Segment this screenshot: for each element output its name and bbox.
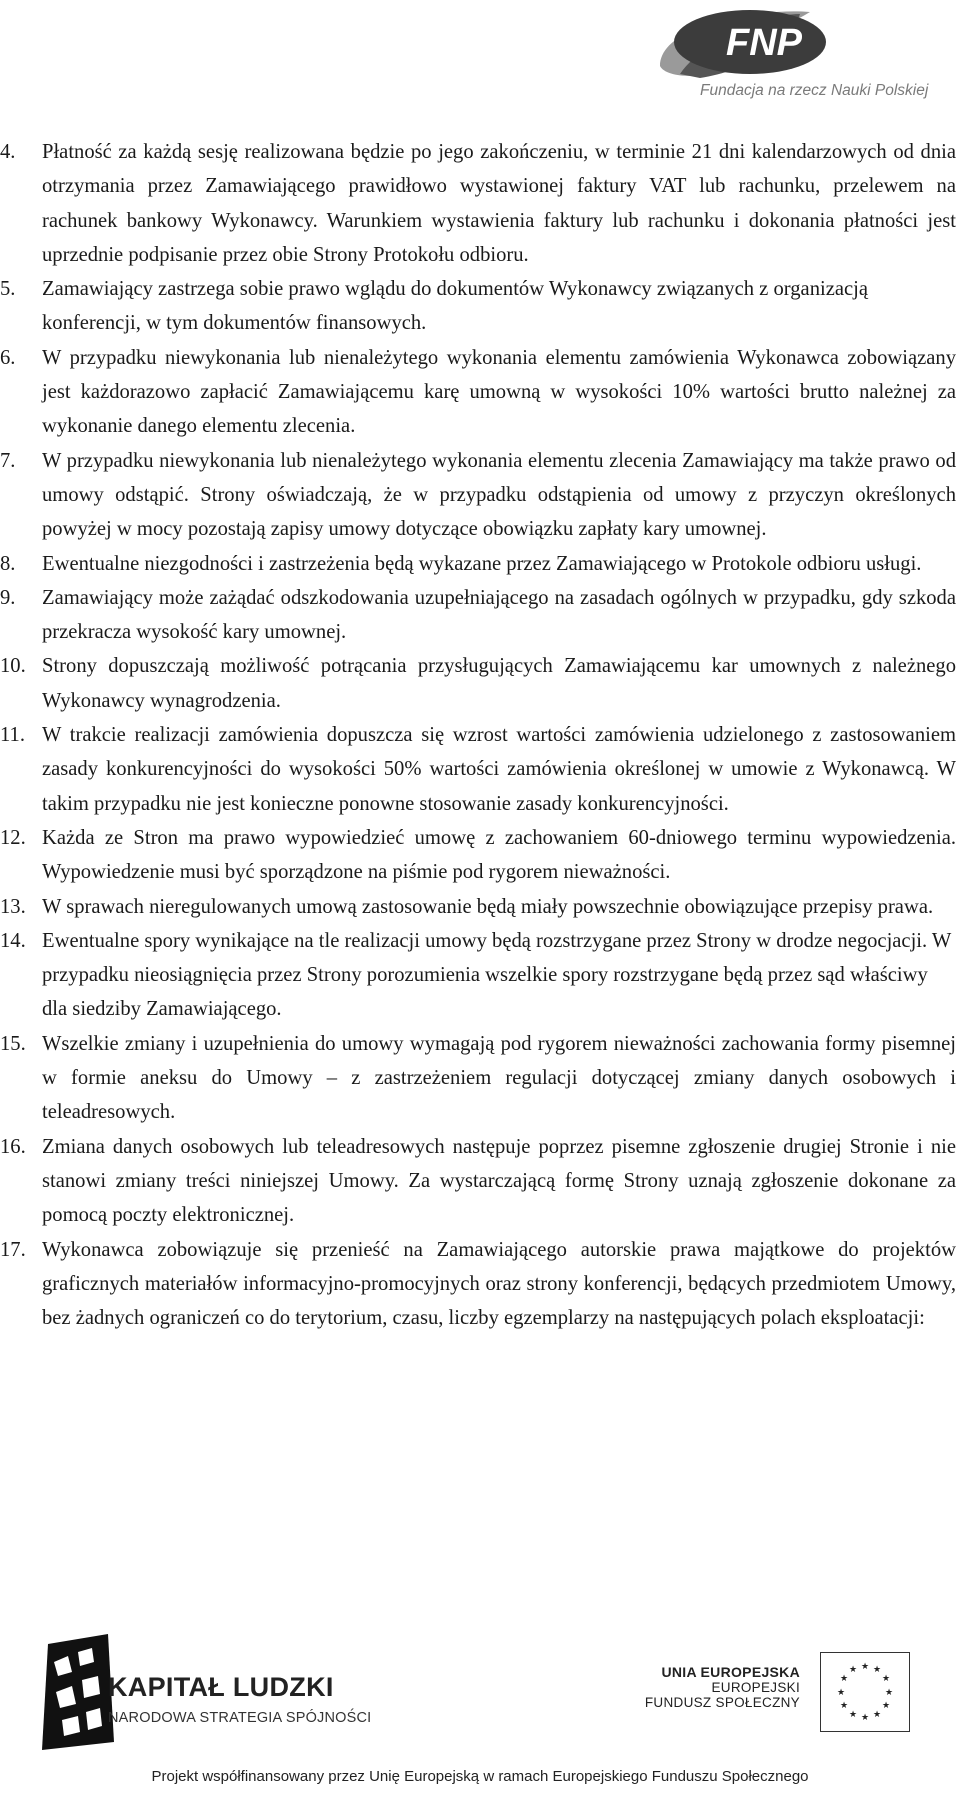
fnp-logo xyxy=(640,4,960,108)
item-number: 11. xyxy=(0,724,25,747)
item-text: Strony dopuszczają możliwość potrącania przysługujących Zamawiającemu kar umownych z należnego Wykonawcy wynagrodzenia. xyxy=(42,655,956,712)
item-number: 14. xyxy=(0,929,26,952)
list-item xyxy=(0,890,956,924)
footer-cofinancing-note: Projekt współfinansowany przez Unię Europejską w ramach Europejskiego Funduszu Społecznego xyxy=(151,1768,809,1785)
item-number: 15. xyxy=(0,1032,26,1055)
list-item xyxy=(0,1233,956,1336)
svg-text:★: ★ xyxy=(872,1665,882,1675)
svg-text:★: ★ xyxy=(860,1713,870,1723)
item-text: W sprawach nieregulowanych umową zastosowanie będą miały powszechnie obowiązujące przepisy prawa. xyxy=(42,895,934,918)
list-item xyxy=(0,718,956,821)
item-number: 16. xyxy=(0,1135,26,1158)
item-text: Wykonawca zobowiązuje się przenieść na Zamawiającego autorskie prawa majątkowe do projektów graficznych materiałów informacyjno-promocyjnych oraz strony konferencji, będących przedmiotem Umowy, bez żadnych ograniczeń co do terytorium, czasu, liczby egzemplarzy na następujących polach eksploatacji: xyxy=(42,1238,956,1330)
kapital-ludzki-subtitle: NARODOWA STRATEGIA SPÓJNOŚCI xyxy=(108,1710,372,1726)
item-number: 12. xyxy=(0,826,26,849)
svg-text:★: ★ xyxy=(839,1674,849,1684)
item-text: Zamawiający zastrzega sobie prawo wglądu do dokumentów Wykonawcy związanych z organizacją konferencji, w tym dokumentów finansowych. xyxy=(42,278,868,335)
kapital-ludzki-title: KAPITAŁ LUDZKI xyxy=(108,1672,334,1702)
item-text: Ewentualne niezgodności i zastrzeżenia będą wykazane przez Zamawiającego w Protokole odbioru usługi. xyxy=(42,552,922,575)
item-text: W trakcie realizacji zamówienia dopuszcza się wzrost wartości zamówienia udzielonego z zastosowaniem zasady konkurencyjności do wysokości 50% wartości zamówienia określonej w umowie z Wykonawcą. W takim przypadku nie jest konieczne ponowne stosowanie zasady konkurencyjności. xyxy=(42,724,956,815)
eu-flag-icon xyxy=(820,1652,910,1732)
item-text: W przypadku niewykonania lub nienależytego wykonania elementu zlecenia Zamawiający ma także prawo od umowy odstąpić. Strony oświadczają, że w przypadku odstąpienia od umowy z przyczyn określonych powyżej w mocy pozostają zapisy umowy dotyczące obowiązku zapłaty kary umownej. xyxy=(42,449,956,541)
kapital-ludzki-logo-icon xyxy=(38,1632,118,1752)
fnp-logo-subtitle: Fundacja na rzecz Nauki Polskiej xyxy=(700,82,929,99)
list-item xyxy=(0,341,956,444)
list-item xyxy=(0,547,956,581)
item-number: 5. xyxy=(0,278,16,301)
list-item xyxy=(0,135,956,272)
item-number: 13. xyxy=(0,895,26,918)
item-text: Zmiana danych osobowych lub teleadresowych następuje poprzez pisemne zgłoszenie drugiej Stronie i nie stanowi zmiany treści niniejszej Umowy. Za wystarczającą formę Strony uznają zgłoszenie dokonane za pomocą poczty elektronicznej. xyxy=(42,1135,956,1227)
svg-text:★: ★ xyxy=(884,1688,894,1698)
item-text: Zamawiający może zażądać odszkodowania uzupełniającego na zasadach ogólnych w przypadku, gdy szkoda przekracza wysokość kary umownej. xyxy=(42,586,956,644)
eu-line-2: EUROPEJSKI xyxy=(711,1680,800,1695)
list-item xyxy=(0,1027,956,1130)
item-text: Ewentualne spory wynikające na tle realizacji umowy będą rozstrzygane przez Strony w drodze negocjacji. W przypadku nieosiągnięcia przez Strony porozumienia wszelkie spory rozstrzygane będą przez sąd właściwy dla siedziby Zamawiającego. xyxy=(42,929,952,1021)
item-text: W przypadku niewykonania lub nienależytego wykonania elementu zamówienia Wykonawca zobowiązany jest każdorazowo zapłacić Zamawiającemu karę umowną w wysokości 10% wartości brutto należnej za wykonanie danego elementu zlecenia. xyxy=(42,346,956,438)
list-item xyxy=(0,272,956,341)
item-number: 7. xyxy=(0,449,16,472)
fnp-logo-text: FNP xyxy=(726,22,802,64)
svg-text:★: ★ xyxy=(848,1710,858,1720)
svg-text:★: ★ xyxy=(860,1662,870,1672)
item-number: 10. xyxy=(0,655,26,678)
item-number: 4. xyxy=(0,141,16,163)
item-text: Każda ze Stron ma prawo wypowiedzieć umowę z zachowaniem 60-dniowego terminu wypowiedzenia. Wypowiedzenie musi być sporządzone na piśmie pod rygorem nieważności. xyxy=(42,826,956,884)
list-item xyxy=(0,924,956,1027)
list-item xyxy=(0,581,956,650)
footer xyxy=(0,1622,960,1794)
svg-text:★: ★ xyxy=(839,1701,849,1711)
svg-text:★: ★ xyxy=(881,1701,891,1711)
eu-line-1: UNIA EUROPEJSKA xyxy=(661,1664,800,1680)
svg-text:★: ★ xyxy=(872,1710,882,1720)
item-text: Wszelkie zmiany i uzupełnienia do umowy wymagają pod rygorem nieważności zachowania formy pisemnej w formie aneksu do Umowy – z zastrzeżeniem regulacji dotyczącej zmiany danych osobowych i teleadresowych. xyxy=(42,1032,956,1124)
svg-text:★: ★ xyxy=(881,1674,891,1684)
list-item xyxy=(0,821,956,890)
item-number: 9. xyxy=(0,586,16,609)
document-body xyxy=(0,135,956,1335)
list-item xyxy=(0,649,956,718)
eu-label xyxy=(640,1664,800,1710)
eu-line-3: FUNDUSZ SPOŁECZNY xyxy=(644,1695,800,1710)
list-item xyxy=(0,444,956,547)
item-text: Płatność za każdą sesję realizowana będzie po jego zakończeniu, w terminie 21 dni kalendarzowych od dnia otrzymania przez Zamawiającego prawidłowo wystawionej faktury VAT lub rachunku, przelewem na rachunek bankowy Wykonawcy. Warunkiem wystawienia faktury lub rachunku i dokonania płatności jest uprzednie podpisanie przez obie Strony Protokołu odbioru. xyxy=(42,141,956,266)
item-number: 6. xyxy=(0,346,16,369)
list-item xyxy=(0,1130,956,1233)
item-number: 8. xyxy=(0,552,16,575)
svg-text:★: ★ xyxy=(836,1688,846,1698)
item-number: 17. xyxy=(0,1238,26,1261)
svg-text:★: ★ xyxy=(848,1665,858,1675)
